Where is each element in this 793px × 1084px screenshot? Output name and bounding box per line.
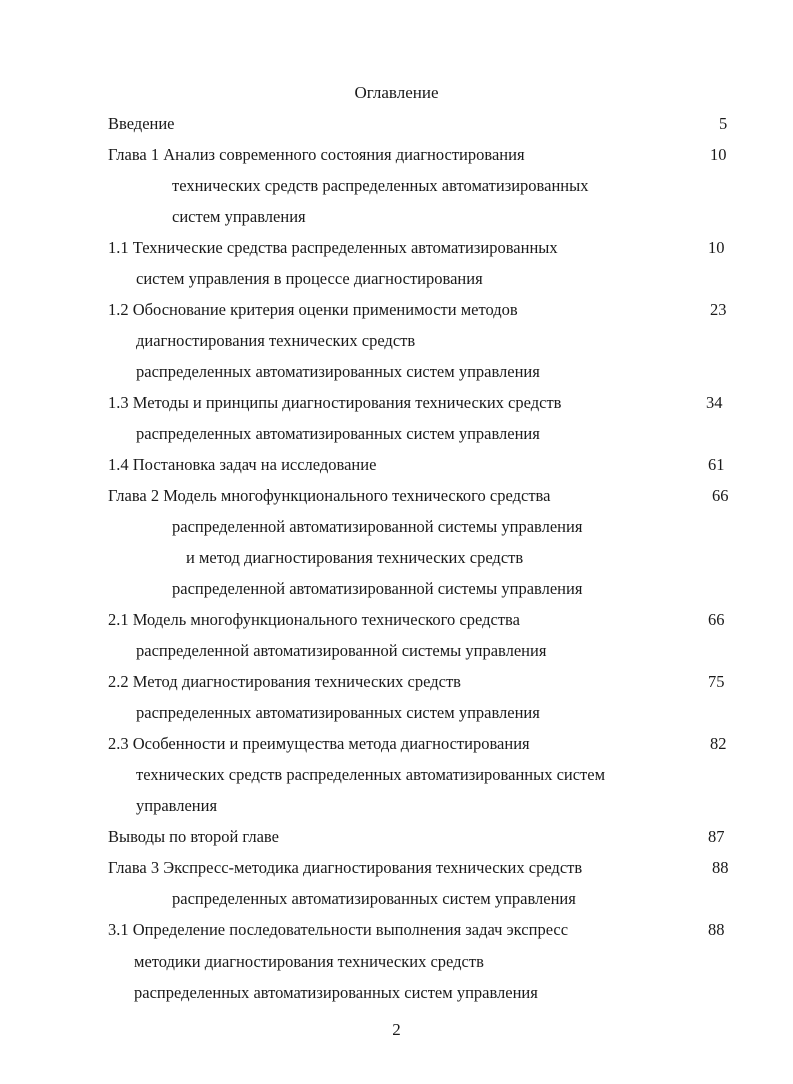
toc-entry-page: 66 xyxy=(712,486,729,505)
toc-entry-line: систем управления в процессе диагностирования xyxy=(136,269,483,288)
toc-entry-line: управления xyxy=(136,796,218,815)
toc-entry-page: 10 xyxy=(708,238,725,257)
toc-entry-line: распределенной автоматизированной системы управления xyxy=(136,641,547,660)
toc-entry-line: и метод диагностирования технических средств xyxy=(186,548,524,567)
toc-entry-line: 2.3 Особенности и преимущества метода диагностирования xyxy=(108,734,530,753)
toc-entry-page: 61 xyxy=(708,455,725,474)
toc-entry-line: 3.1 Определение последовательности выполнения задач экспресс xyxy=(108,920,569,939)
toc-entry-page: 23 xyxy=(710,300,727,319)
toc-entry-page: 5 xyxy=(719,114,728,133)
toc-entry-page: 66 xyxy=(708,610,725,629)
toc-entry-line: Глава 3 Экспресс-методика диагностирования технических средств xyxy=(108,858,583,877)
toc-entry-line: Выводы по второй главе xyxy=(108,827,279,846)
toc-entry-line: 1.2 Обоснование критерия оценки применимости методов xyxy=(108,300,518,319)
toc-entry-line: распределенных автоматизированных систем управления xyxy=(136,703,540,722)
page-number: 2 xyxy=(392,1020,401,1039)
toc-entry-page: 34 xyxy=(706,393,723,412)
toc-entry-line: 1.4 Постановка задач на исследование xyxy=(108,455,377,474)
toc-entry-page: 10 xyxy=(710,145,727,164)
toc-entry-line: систем управления xyxy=(172,207,306,226)
toc-entry-page: 75 xyxy=(708,672,725,691)
toc-entry-line: распределенных автоматизированных систем управления xyxy=(134,983,538,1002)
toc-entry-line: Глава 1 Анализ современного состояния диагностирования xyxy=(108,145,525,164)
toc-entry-line: диагностирования технических средств xyxy=(136,331,416,350)
toc-entry-line: Глава 2 Модель многофункционального технического средства xyxy=(108,486,551,505)
toc-entry-line: распределенной автоматизированной системы управления xyxy=(172,517,583,536)
toc-entry-line: распределенных автоматизированных систем управления xyxy=(136,424,540,443)
page-title: Оглавление xyxy=(354,83,439,102)
toc-entry-page: 82 xyxy=(710,734,727,753)
toc-entry-line: методики диагностирования технических средств xyxy=(134,952,484,971)
toc-entry-line: 2.1 Модель многофункционального технического средства xyxy=(108,610,520,629)
toc-entry-line: распределенных автоматизированных систем управления xyxy=(136,362,540,381)
toc-entry-page: 87 xyxy=(708,827,725,846)
toc-entry-line: 1.3 Методы и принципы диагностирования технических средств xyxy=(108,393,562,412)
toc-entry-line: распределенных автоматизированных систем управления xyxy=(172,889,576,908)
toc-entry-line: 1.1 Технические средства распределенных автоматизированных xyxy=(108,238,558,257)
toc-entry-line: технических средств распределенных автоматизированных xyxy=(172,176,589,195)
toc-entry-line: Введение xyxy=(108,114,175,133)
toc-entry-line: распределенной автоматизированной системы управления xyxy=(172,579,583,598)
toc-entry-line: технических средств распределенных автоматизированных систем xyxy=(136,765,606,784)
toc-entry-page: 88 xyxy=(708,920,725,939)
toc-entry-page: 88 xyxy=(712,858,729,877)
toc-entry-line: 2.2 Метод диагностирования технических средств xyxy=(108,672,461,691)
